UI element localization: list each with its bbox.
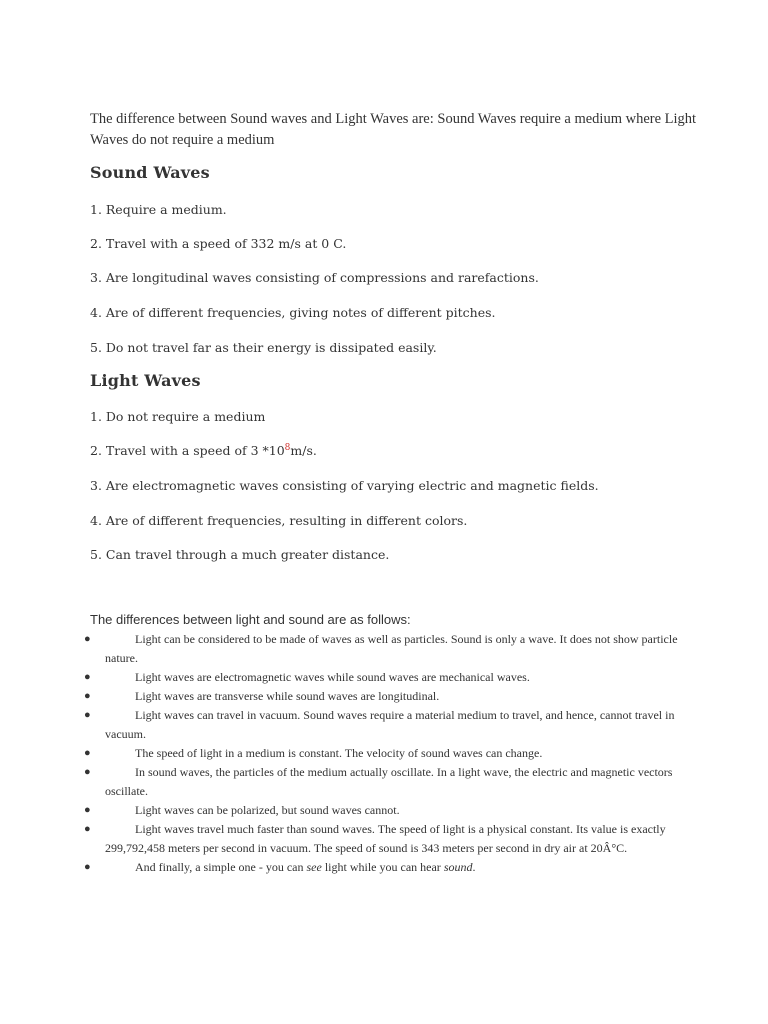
list-item xyxy=(0,820,768,858)
bullet-icon: ● xyxy=(84,709,91,721)
light-item-5: 5. Can travel through a much greater distance. xyxy=(90,547,390,562)
last-item-part-2: light while you can hear xyxy=(321,860,444,874)
light-item-1: 1. Do not require a medium xyxy=(90,409,266,424)
bullet-icon: ● xyxy=(84,633,91,645)
list-item xyxy=(0,763,768,801)
light-speed-exponent: 8 xyxy=(284,443,291,453)
light-item-4: 4. Are of different frequencies, resulting in different colors. xyxy=(90,513,468,528)
light-speed-suffix: m/s. xyxy=(290,443,317,458)
list-item xyxy=(0,630,768,668)
last-item-part-3: . xyxy=(472,860,476,874)
sound-waves-heading: Sound Waves xyxy=(90,163,210,182)
list-item xyxy=(0,858,768,877)
light-speed-prefix: 2. Travel with a speed of 3 *10 xyxy=(90,443,285,458)
bullet-icon: ● xyxy=(84,690,91,702)
bullet-icon: ● xyxy=(84,671,91,683)
list-item xyxy=(0,706,768,744)
sound-item-2: 2. Travel with a speed of 332 m/s at 0 C. xyxy=(90,236,347,251)
bullet-icon: ● xyxy=(84,766,91,778)
bullet-icon: ● xyxy=(84,747,91,759)
differences-list xyxy=(0,630,768,877)
bullet-icon: ● xyxy=(84,823,91,835)
list-item-text: Light waves travel much faster than sound waves. The speed of light is a physical constant. Its value is exactly 299,792,458 meters per second in vacuum. The speed of sound is 343 meters per second in dry air at 20Â°C. xyxy=(105,822,666,855)
bullet-icon: ● xyxy=(84,861,91,873)
sound-item-3: 3. Are longitudinal waves consisting of compressions and rarefactions. xyxy=(90,270,539,285)
light-item-2 xyxy=(90,443,317,458)
last-item-part-1: And finally, a simple one - you can xyxy=(135,860,307,874)
sound-item-5: 5. Do not travel far as their energy is dissipated easily. xyxy=(90,340,437,355)
last-item-see: see xyxy=(306,860,322,874)
list-item-text: Light waves are electromagnetic waves while sound waves are mechanical waves. xyxy=(135,670,530,684)
list-item-text: Light waves can travel in vacuum. Sound waves require a material medium to travel, and hence, cannot travel in vacuum. xyxy=(105,708,675,741)
list-item-text: The speed of light in a medium is constant. The velocity of sound waves can change. xyxy=(135,746,543,760)
sound-item-1: 1. Require a medium. xyxy=(90,202,227,217)
list-item xyxy=(0,687,768,706)
list-item-text: Light waves can be polarized, but sound waves cannot. xyxy=(135,803,400,817)
differences-intro: The differences between light and sound are as follows: xyxy=(90,612,411,627)
list-item-text: Light can be considered to be made of waves as well as particles. Sound is only a wave. It does not show particle nature. xyxy=(105,632,678,665)
last-item-sound: sound xyxy=(443,860,473,874)
intro-paragraph: The difference between Sound waves and Light Waves are: Sound Waves require a medium where Light Waves do not require a medium xyxy=(90,111,697,148)
list-item xyxy=(0,668,768,687)
bullet-icon: ● xyxy=(84,804,91,816)
light-waves-heading: Light Waves xyxy=(90,371,201,390)
list-item-text: Light waves are transverse while sound waves are longitudinal. xyxy=(135,689,440,703)
sound-item-4: 4. Are of different frequencies, giving notes of different pitches. xyxy=(90,305,496,320)
list-item-text: In sound waves, the particles of the medium actually oscillate. In a light wave, the electric and magnetic vectors oscillate. xyxy=(105,765,673,798)
list-item xyxy=(0,744,768,763)
light-item-3: 3. Are electromagnetic waves consisting of varying electric and magnetic fields. xyxy=(90,478,599,493)
list-item xyxy=(0,801,768,820)
list-item-text xyxy=(105,858,685,877)
